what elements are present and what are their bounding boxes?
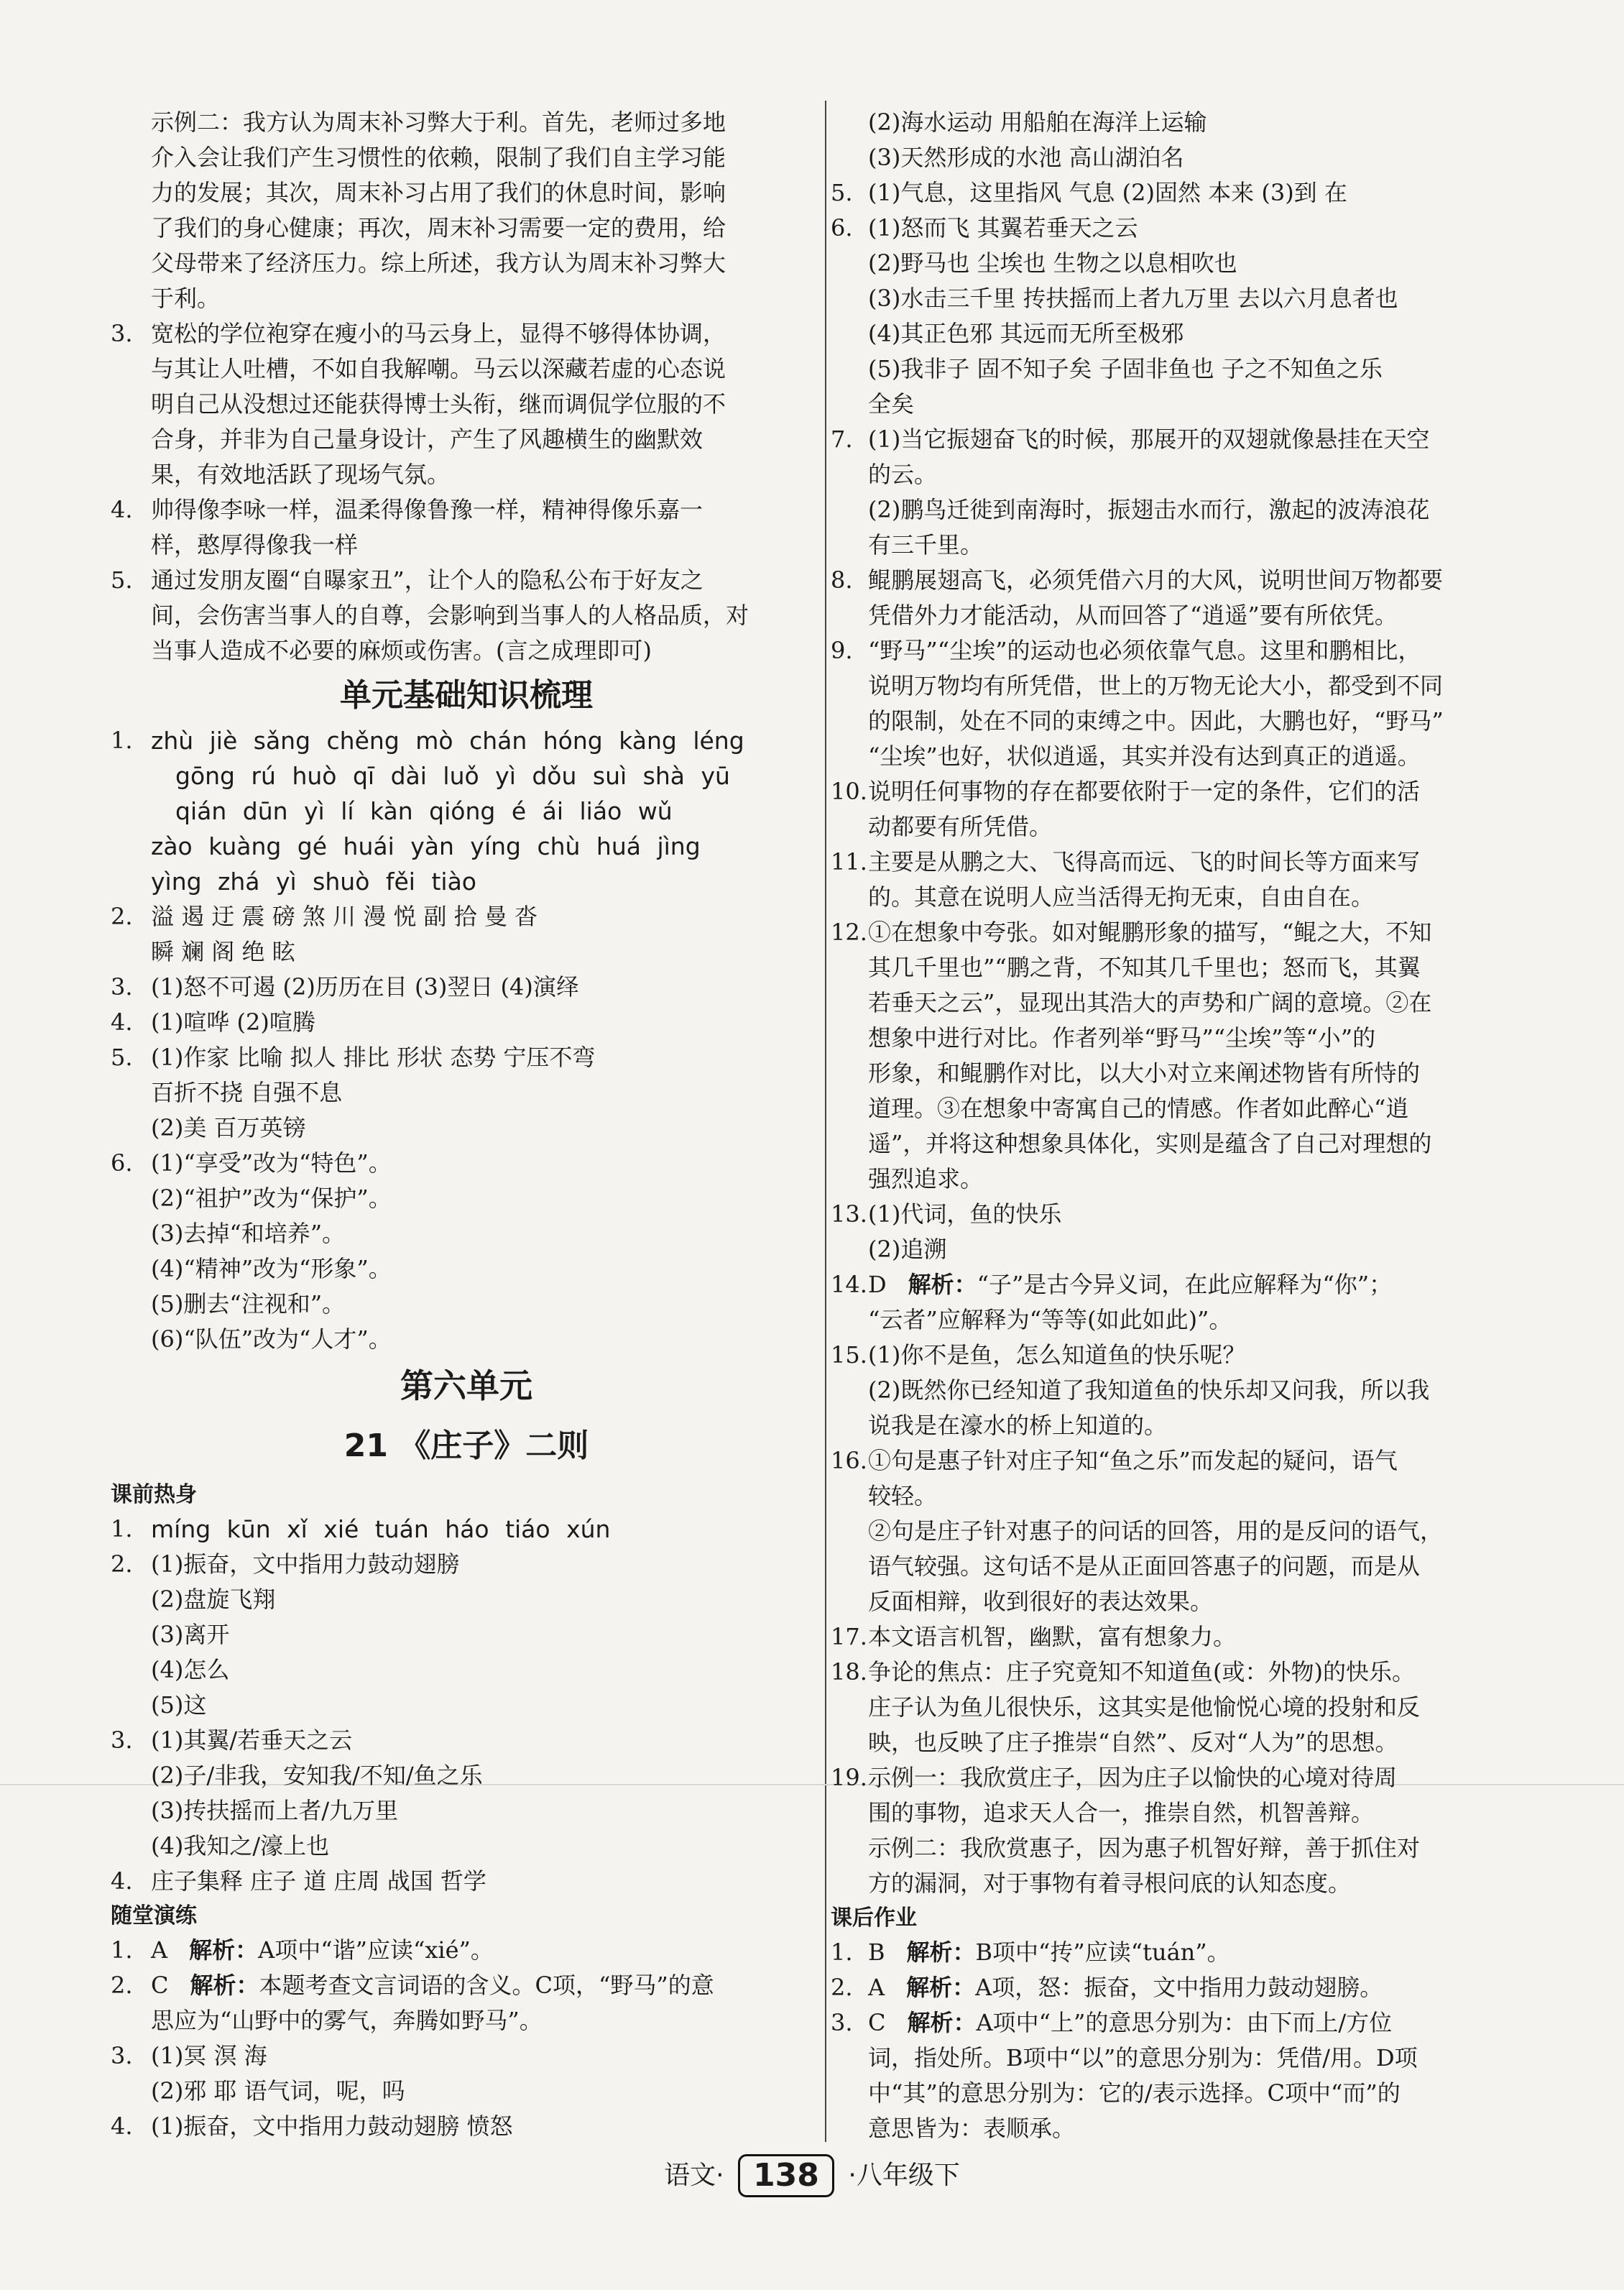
- section-heading: 21 《庄子》二则: [343, 1427, 589, 1464]
- line-text: 语气较强。这句话不是从正面回答惠子的问题，而是从: [868, 1553, 1421, 1580]
- line-text: ②句是庄子针对惠子的问话的回答，用的是反问的语气，: [868, 1517, 1444, 1545]
- item-number: 3.: [111, 320, 133, 347]
- line-text: 了我们的身心健康；再次，周末补习需要一定的费用，给: [151, 214, 726, 242]
- answer-line: [831, 1232, 1513, 1267]
- line-text: 宽松的学位袍穿在瘦小的马云身上，显得不够得体协调，: [151, 320, 726, 347]
- explanation-text: A项，怒：振奋，文中指用力鼓动翅膀。: [975, 1974, 1383, 2001]
- answer-line: [831, 1866, 1513, 1901]
- answer-choice: D: [868, 1271, 887, 1298]
- line-text: 与其让人吐槽，不如自我解嘲。马云以深藏若虚的心态说: [151, 355, 726, 382]
- answer-line: [111, 1829, 822, 1864]
- item-number: 18.: [831, 1658, 867, 1686]
- answer-line: [111, 2074, 822, 2109]
- line-text: 合身，并非为自己量身设计，产生了风趣横生的幽默效: [151, 426, 703, 453]
- item-number: 3.: [831, 2009, 853, 2036]
- line-text: 动都要有所凭借。: [868, 813, 1053, 840]
- answer-line: [831, 1408, 1513, 1443]
- answer-line: [111, 598, 822, 633]
- answer-item: [111, 723, 822, 758]
- answer-line: [831, 528, 1513, 563]
- pinyin-line: zhù jiè sǎng chěng mò chán hóng kàng léng: [151, 727, 744, 755]
- line-text: 形象，和鲲鹏作对比，以大小对立来阐述物皆有所恃的: [868, 1059, 1421, 1087]
- line-text: 当事人造成不必要的麻烦或伤害。(言之成理即可): [151, 637, 652, 664]
- explanation-label: 解析：: [190, 1972, 259, 1999]
- line-text: 溢 遏 迂 震 磅 煞 川 漫 悦 副 拾 曼 沓: [151, 903, 538, 930]
- line-text: 间，会伤害当事人的自尊，会影响到当事人的人格品质，对: [151, 602, 749, 629]
- line-text: (1)“享受”改为“特色”。: [151, 1149, 392, 1177]
- line-text: 示例一：我欣赏庄子，因为庄子以愉快的心境对待周: [868, 1764, 1398, 1791]
- answer-item: [831, 175, 1513, 211]
- answer-line: [111, 1251, 822, 1287]
- answer-line: [111, 2003, 822, 2038]
- line-text: 瞬 斓 阁 绝 眩: [151, 938, 295, 965]
- line-text: 围的事物，追求天人合一，推崇自然，机智善辩。: [868, 1799, 1375, 1826]
- item-number: 19.: [831, 1764, 867, 1791]
- answer-item: [111, 1146, 822, 1181]
- answer-line: [831, 351, 1513, 387]
- item-number: 4.: [111, 1867, 133, 1895]
- answer-line: [831, 1725, 1513, 1760]
- line-text: 说明万物均有所凭借，世上的万物无论大小，都受到不同: [868, 672, 1444, 699]
- answer-choice: A: [151, 1936, 168, 1964]
- answer-line: [831, 1021, 1513, 1056]
- line-text: (2)既然你已经知道了我知道鱼的快乐却又问我，所以我: [868, 1376, 1430, 1404]
- line-text: 道理。③在想象中寄寓自己的情感。作者如此醉心“逍: [868, 1095, 1409, 1122]
- answer-item: [831, 1338, 1513, 1373]
- line-text: (4)“精神”改为“形象”。: [151, 1255, 392, 1282]
- answer-line: [831, 316, 1513, 351]
- item-number: 3.: [111, 2042, 133, 2069]
- line-text: (1)当它振翅奋飞的时候，那展开的双翅就像悬挂在天空: [868, 426, 1430, 453]
- line-text: 示例二：我方认为周末补习弊大于利。首先，老师过多地: [151, 109, 726, 136]
- column-divider: [825, 101, 826, 2142]
- line-text: (4)其正色邪 其远而无所至极邪: [868, 320, 1184, 347]
- answer-line: [831, 809, 1513, 845]
- answer-item: [831, 774, 1513, 809]
- line-text: 强烈追求。: [868, 1165, 984, 1192]
- answer-line: [111, 1110, 822, 1146]
- answer-line: [831, 668, 1513, 704]
- answer-line: [831, 387, 1513, 422]
- line-text: 于利。: [151, 285, 221, 312]
- answer-line: [831, 105, 1513, 140]
- line-text: 样，憨厚得像我一样: [151, 531, 359, 558]
- answer-line: [831, 1690, 1513, 1725]
- item-number: 15.: [831, 1341, 867, 1369]
- line-text: 通过发朋友圈“自曝家丑”，让个人的隐私公布于好友之: [151, 566, 703, 594]
- item-number: 2.: [111, 903, 133, 930]
- answer-item: [111, 1005, 822, 1040]
- line-text: 明自己从没想过还能获得博士头衔，继而调侃学位服的不: [151, 390, 726, 418]
- answer-line: [111, 211, 822, 246]
- line-text: (2)鹏鸟迁徙到南海时，振翅击水而行，激起的波涛浪花: [868, 496, 1430, 523]
- answer-item: [831, 845, 1513, 880]
- answer-item: [111, 1933, 822, 1968]
- item-number: 10.: [831, 778, 867, 805]
- answer-line: [111, 246, 822, 281]
- item-number: 17.: [831, 1623, 867, 1650]
- line-text: 较轻。: [868, 1482, 938, 1509]
- answer-item: [831, 1970, 1513, 2005]
- answer-item: [831, 211, 1513, 246]
- answer-item: [111, 316, 822, 351]
- subsection-label: 课后作业: [831, 1905, 917, 1931]
- answer-line: [831, 2076, 1513, 2111]
- line-text: 介入会让我们产生习惯性的依赖，限制了我们自主学习能: [151, 144, 726, 171]
- answer-item: [111, 1512, 822, 1547]
- answer-choice: C: [151, 1972, 169, 1999]
- footer-subject: 语文·: [664, 2161, 724, 2190]
- answer-item: [111, 492, 822, 528]
- line-text: 鲲鹏展翅高飞，必须凭借六月的大风，说明世间万物都要: [868, 566, 1444, 594]
- answer-line: [111, 1322, 822, 1357]
- item-number: 5.: [111, 566, 133, 594]
- answer-item: [831, 1655, 1513, 1690]
- item-number: 12.: [831, 919, 867, 946]
- explanation-text: B项中“抟”应读“tuán”。: [975, 1939, 1230, 1966]
- item-number: 16.: [831, 1447, 867, 1474]
- line-text: 中“其”的意思分别为：它的/表示选择。C项中“而”的: [868, 2079, 1401, 2107]
- item-number: 3.: [111, 1726, 133, 1754]
- answer-line: [831, 1162, 1513, 1197]
- line-text: (1)怒而飞 其翼若垂天之云: [868, 214, 1138, 242]
- item-number: 1.: [831, 1939, 853, 1966]
- answer-item: [831, 1760, 1513, 1795]
- line-text: (1)你不是鱼，怎么知道鱼的快乐呢？: [868, 1341, 1246, 1369]
- line-text: “野马”“尘埃”的运动也必须依靠气息。这里和鹏相比，: [868, 637, 1421, 664]
- answer-item: [111, 2109, 822, 2144]
- line-text: 争论的焦点：庄子究竟知不知道鱼(或：外物)的快乐。: [868, 1658, 1415, 1686]
- answer-with-explanation: [151, 1968, 714, 2003]
- line-text: 想象中进行对比。作者列举“野马”“尘埃”等“小”的: [868, 1024, 1376, 1052]
- line-text: (1)气息，这里指风 气息 (2)固然 本来 (3)到 在: [868, 179, 1347, 206]
- answer-line: [111, 387, 822, 422]
- pinyin-line: qián dūn yì lí kàn qióng é ái liáo wǔ: [175, 797, 673, 825]
- answer-line: [111, 140, 822, 175]
- item-number: 6.: [831, 214, 853, 242]
- answer-line: [831, 704, 1513, 739]
- line-text: “云者”应解释为“等等(如此如此)”。: [868, 1306, 1232, 1333]
- item-number: 3.: [111, 973, 133, 1001]
- line-text: 词，指处所。B项中“以”的意思分别为：凭借/用。D项: [868, 2044, 1418, 2071]
- answer-item: [831, 1935, 1513, 1970]
- line-text: 说明任何事物的存在都要依附于一定的条件，它们的活: [868, 778, 1421, 805]
- answer-line: [111, 794, 822, 829]
- line-text: 其几千里也”“鹏之背，不知其几千里也；怒而飞，其翼: [868, 954, 1421, 981]
- line-text: (3)离开: [151, 1621, 230, 1648]
- line-text: (1)其翼/若垂天之云: [151, 1726, 353, 1754]
- answer-item: [831, 915, 1513, 950]
- item-number: 4.: [111, 2112, 133, 2140]
- answer-line: [111, 1582, 822, 1617]
- line-text: (5)这: [151, 1691, 207, 1719]
- answer-line: [831, 1831, 1513, 1866]
- line-text: 庄子集释 庄子 道 庄周 战国 哲学: [151, 1867, 486, 1895]
- answer-line: [111, 758, 822, 794]
- line-text: 若垂天之云”，显现出其浩大的声势和广阔的意境。②在: [868, 989, 1432, 1016]
- item-number: 2.: [111, 1972, 133, 1999]
- answer-line: [111, 633, 822, 668]
- line-text: 帅得像李咏一样，温柔得像鲁豫一样，精神得像乐嘉一: [151, 496, 703, 523]
- explanation-text: “子”是古今异义词，在此应解释为“你”；: [977, 1271, 1393, 1298]
- answer-line: [831, 2041, 1513, 2076]
- section-heading: 第六单元: [400, 1366, 532, 1405]
- line-text: 有三千里。: [868, 531, 984, 558]
- explanation-label: 解析：: [906, 1974, 976, 2001]
- line-text: 映，也反映了庄子推崇“自然”、反对“人为”的思想。: [868, 1729, 1398, 1756]
- item-number: 5.: [111, 1044, 133, 1071]
- answer-line: [831, 140, 1513, 175]
- line-text: 意思皆为：表顺承。: [868, 2115, 1076, 2142]
- answer-line: [111, 1617, 822, 1652]
- line-text: (2)盘旋飞翔: [151, 1586, 276, 1613]
- line-text: (6)“队伍”改为“人才”。: [151, 1325, 392, 1353]
- line-text: (1)怒不可遏 (2)历历在目 (3)翌日 (4)演绎: [151, 973, 579, 1001]
- line-text: (1)喧哗 (2)喧腾: [151, 1008, 315, 1036]
- line-text: 力的发展；其次，周末补习占用了我们的休息时间，影响: [151, 179, 726, 206]
- answer-choice: B: [868, 1939, 885, 1966]
- answer-item: [831, 1443, 1513, 1479]
- answer-item: [111, 1864, 822, 1899]
- answer-line: [831, 739, 1513, 774]
- line-text: 的云。: [868, 461, 938, 488]
- line-text: “尘埃”也好，状似逍遥，其实并没有达到真正的逍遥。: [868, 742, 1421, 770]
- item-number: 4.: [111, 496, 133, 523]
- answer-line: [111, 105, 822, 140]
- line-text: 的限制，处在不同的束缚之中。因此，大鹏也好，“野马”: [868, 707, 1444, 735]
- answer-line: [831, 1479, 1513, 1514]
- answer-with-explanation: [868, 1970, 1383, 2005]
- item-number: 2.: [111, 1550, 133, 1578]
- right-column: [831, 105, 1513, 2146]
- item-number: 8.: [831, 566, 853, 594]
- answer-line: [831, 457, 1513, 492]
- line-text: (1)作家 比喻 拟人 排比 形状 态势 宁压不弯: [151, 1044, 596, 1071]
- line-text: 方的漏洞，对于事物有着寻根问底的认知态度。: [868, 1870, 1352, 1897]
- answer-line: [831, 880, 1513, 915]
- line-text: (2)野马也 尘埃也 生物之以息相吹也: [868, 249, 1237, 277]
- answer-item: [831, 1267, 1513, 1302]
- page-number: 138: [738, 2154, 834, 2197]
- answer-item: [831, 422, 1513, 457]
- answer-item: [111, 1968, 822, 2003]
- answer-item: [831, 1619, 1513, 1655]
- line-text: (4)怎么: [151, 1656, 230, 1683]
- answer-item: [111, 1547, 822, 1582]
- answer-line: [831, 1795, 1513, 1831]
- answer-line: [111, 1652, 822, 1688]
- line-text: 凭借外力才能活动，从而回答了“逍遥”要有所依凭。: [868, 602, 1398, 629]
- line-text: 说我是在濠水的桥上知道的。: [868, 1412, 1168, 1439]
- item-number: 6.: [111, 1149, 133, 1177]
- item-number: 4.: [111, 1008, 133, 1036]
- answer-line: [111, 1287, 822, 1322]
- line-text: (2)子/非我，安知我/不知/鱼之乐: [151, 1762, 483, 1789]
- page-footer: [0, 2153, 1624, 2197]
- line-text: (3)去掉“和培养”。: [151, 1220, 346, 1247]
- answer-line: [111, 175, 822, 211]
- line-text: (2)追溯: [868, 1236, 947, 1263]
- answer-line: [831, 598, 1513, 633]
- answer-item: [111, 2038, 822, 2074]
- line-text: ①句是惠子针对庄子知“鱼之乐”而发起的疑问，语气: [868, 1447, 1398, 1474]
- item-number: 9.: [831, 637, 853, 664]
- line-text: 的。其意在说明人应当活得无拘无束，自由自在。: [868, 883, 1375, 911]
- answer-line: [831, 1302, 1513, 1338]
- pinyin-line: míng kūn xǐ xié tuán háo tiáo xún: [151, 1515, 611, 1543]
- answer-line: [831, 281, 1513, 316]
- line-text: (2)美 百万英镑: [151, 1114, 306, 1141]
- answer-item: [111, 563, 822, 598]
- line-text: (2)“祖护”改为“保护”。: [151, 1185, 392, 1212]
- answer-choice: A: [868, 1974, 885, 2001]
- line-text: 思应为“山野中的雾气，奔腾如野马”。: [151, 2007, 543, 2034]
- answer-line: [831, 1126, 1513, 1162]
- line-text: (2)海水运动 用船舶在海洋上运输: [868, 109, 1207, 136]
- explanation-label: 解析：: [907, 2009, 977, 2036]
- line-text: 果，有效地活跃了现场气氛。: [151, 461, 451, 488]
- answer-line: [831, 1091, 1513, 1126]
- item-number: 11.: [831, 848, 867, 875]
- subsection-label: 随堂演练: [111, 1903, 197, 1928]
- answer-line: [831, 1056, 1513, 1091]
- answer-item: [831, 1197, 1513, 1232]
- item-number: 7.: [831, 426, 853, 453]
- answer-with-explanation: [868, 2005, 1392, 2041]
- answer-line: [111, 1216, 822, 1251]
- footer-grade: ·八年级下: [848, 2161, 960, 2190]
- explanation-text: A项中“上”的意思分别为：由下而上/方位: [976, 2009, 1393, 2036]
- line-text: 父母带来了经济压力。综上所述，我方认为周末补习弊大: [151, 249, 726, 277]
- line-text: 主要是从鹏之大、飞得高而远、飞的时间长等方面来写: [868, 848, 1421, 875]
- explanation-label: 解析：: [908, 1271, 977, 1298]
- item-number: 13.: [831, 1200, 867, 1228]
- answer-line: [831, 2111, 1513, 2146]
- answer-line: [831, 1514, 1513, 1549]
- answer-line: [111, 934, 822, 970]
- line-text: (3)抟扶摇而上者/九万里: [151, 1797, 399, 1824]
- answer-line: [111, 1793, 822, 1829]
- answer-item: [831, 2005, 1513, 2041]
- answer-with-explanation: [868, 1267, 1392, 1302]
- explanation-label: 解析：: [906, 1939, 976, 1966]
- answer-line: [831, 492, 1513, 528]
- answer-line: [111, 422, 822, 457]
- answer-item: [111, 970, 822, 1005]
- answer-line: [111, 1075, 822, 1110]
- line-text: (3)天然形成的水池 高山湖泊名: [868, 144, 1184, 171]
- answer-line: [831, 1549, 1513, 1584]
- answer-line: [831, 246, 1513, 281]
- line-text: (5)我非子 固不知子矣 子固非鱼也 子之不知鱼之乐: [868, 355, 1383, 382]
- answer-line: [831, 1373, 1513, 1408]
- answer-line: [111, 1181, 822, 1216]
- answer-item: [831, 563, 1513, 598]
- answer-line: [111, 351, 822, 387]
- item-number: 14.: [831, 1271, 867, 1298]
- line-text: ①在想象中夸张。如对鲲鹏形象的描写，“鲲之大，不知: [868, 919, 1432, 946]
- pinyin-line: yìng zhá yì shuò fěi tiào: [151, 868, 476, 896]
- answer-item: [111, 1040, 822, 1075]
- section-heading: 单元基础知识梳理: [340, 677, 593, 714]
- subsection-label: 课前热身: [111, 1482, 197, 1507]
- line-text: (1)振奋，文中指用力鼓动翅膀: [151, 1550, 460, 1578]
- answer-line: [831, 950, 1513, 985]
- line-text: (4)我知之/濠上也: [151, 1832, 330, 1859]
- line-text: 遥”，并将这种想象具体化，实则是蕴含了自己对理想的: [868, 1130, 1432, 1157]
- line-text: (5)删去“注视和”。: [151, 1290, 346, 1318]
- line-text: 示例二：我欣赏惠子，因为惠子机智好辩，善于抓住对: [868, 1834, 1421, 1862]
- answer-line: [111, 528, 822, 563]
- answer-item: [111, 899, 822, 934]
- pinyin-line: zào kuàng gé huái yàn yíng chù huá jìng: [151, 832, 701, 860]
- answer-line: [831, 985, 1513, 1021]
- line-text: 反面相辩，收到很好的表达效果。: [868, 1588, 1214, 1615]
- line-text: 庄子认为鱼儿很快乐，这其实是他愉悦心境的投射和反: [868, 1693, 1421, 1721]
- line-text: (1)冥 溟 海: [151, 2042, 267, 2069]
- pinyin-line: gōng rú huò qī dài luǒ yì dǒu suì shà yū: [175, 762, 730, 790]
- answer-line: [111, 864, 822, 899]
- item-number: 1.: [111, 727, 133, 754]
- line-text: (1)振奋，文中指用力鼓动翅膀 愤怒: [151, 2112, 513, 2140]
- line-text: 全矣: [868, 390, 915, 418]
- line-text: (3)水击三千里 抟扶摇而上者九万里 去以六月息者也: [868, 285, 1398, 312]
- answer-line: [111, 1758, 822, 1793]
- answer-line: [111, 457, 822, 492]
- answer-line: [111, 281, 822, 316]
- answer-with-explanation: [868, 1935, 1230, 1970]
- line-text: (1)代词，鱼的快乐: [868, 1200, 1062, 1228]
- answer-line: [111, 1688, 822, 1723]
- line-text: (2)邪 耶 语气词，呢，吗: [151, 2077, 405, 2105]
- item-number: 1.: [111, 1515, 133, 1542]
- answer-item: [111, 1723, 822, 1758]
- explanation-text: 本题考查文言词语的含义。C项，“野马”的意: [259, 1972, 714, 1999]
- answer-item: [831, 633, 1513, 668]
- item-number: 2.: [831, 1974, 853, 2001]
- answer-line: [111, 829, 822, 864]
- line-text: 本文语言机智，幽默，富有想象力。: [868, 1623, 1237, 1650]
- answer-choice: C: [868, 2009, 886, 2036]
- answer-line: [831, 1584, 1513, 1619]
- explanation-label: 解析：: [189, 1936, 259, 1964]
- item-number: 1.: [111, 1936, 133, 1964]
- explanation-text: A项中“谐”应读“xié”。: [258, 1936, 494, 1964]
- answer-with-explanation: [151, 1933, 494, 1968]
- left-column: [111, 105, 822, 2144]
- line-text: 百折不挠 自强不息: [151, 1079, 343, 1106]
- item-number: 5.: [831, 179, 853, 206]
